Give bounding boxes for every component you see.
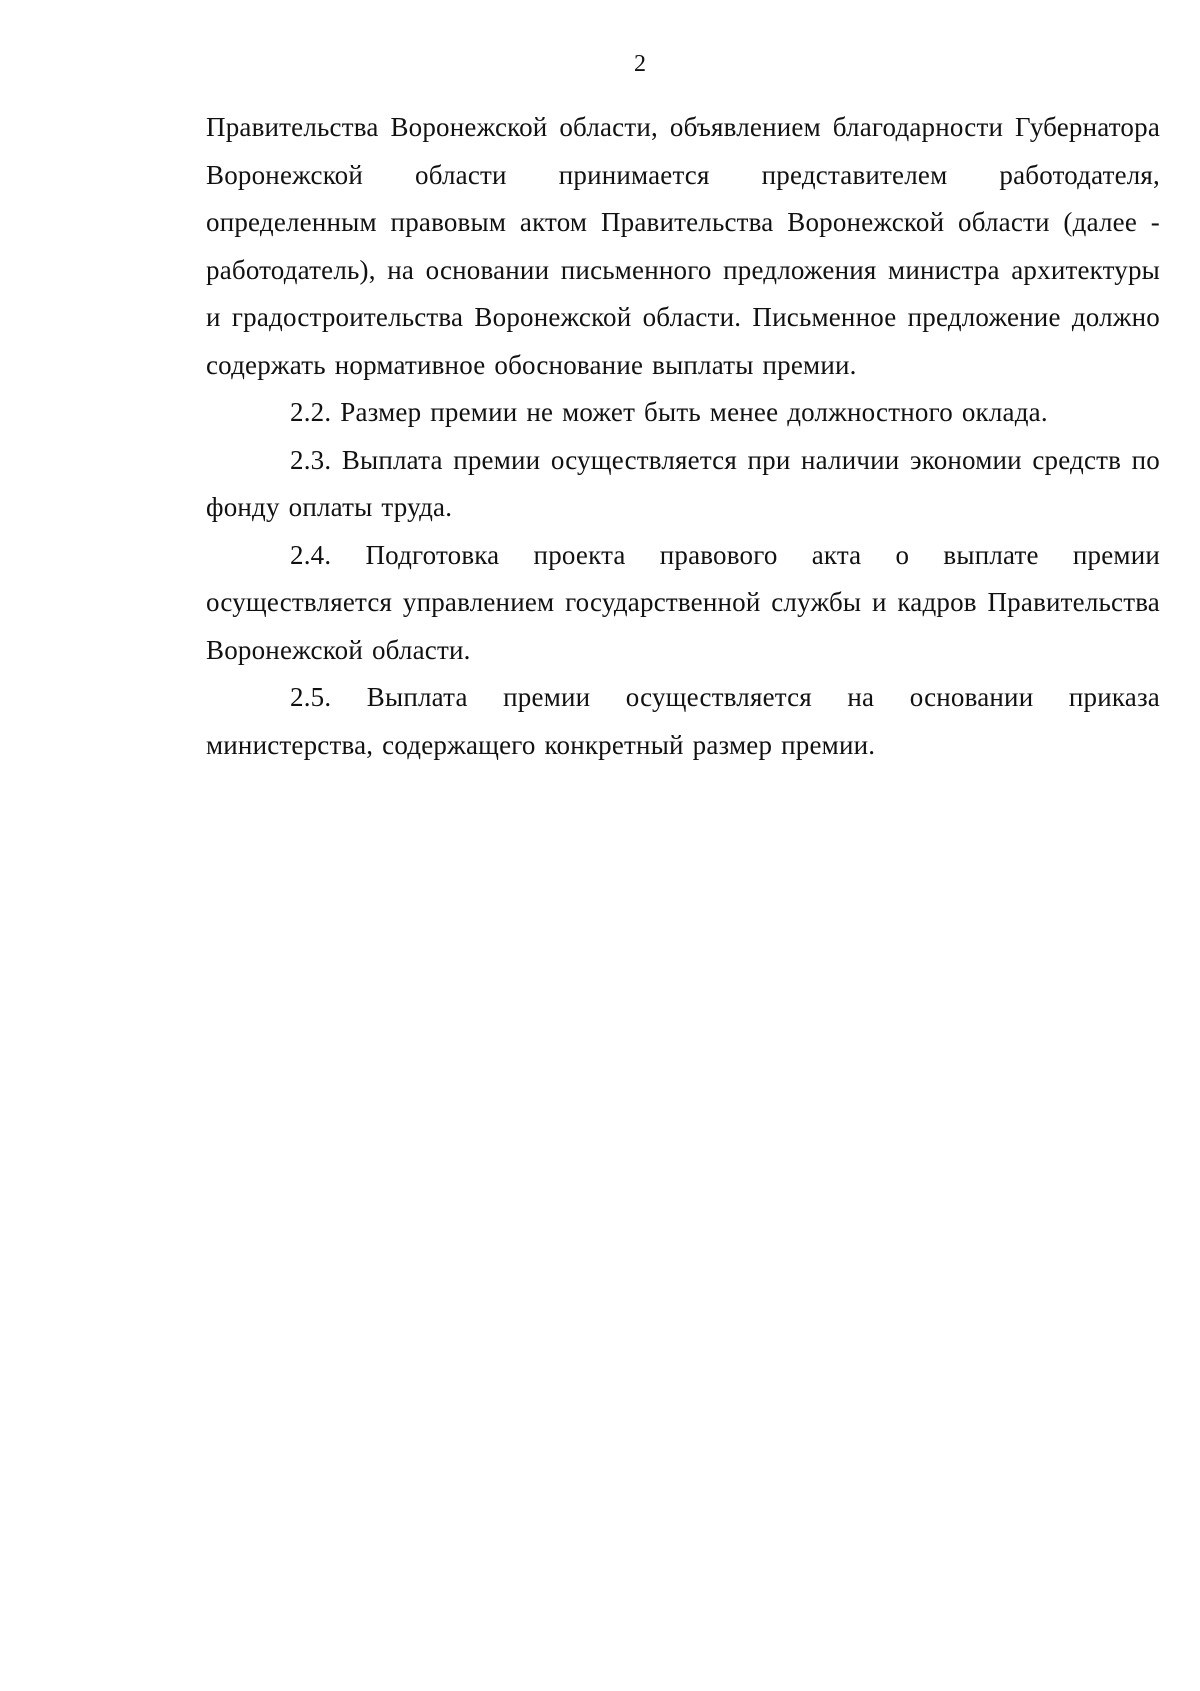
paragraph-2-5: 2.5. Выплата премии осуществляется на основании приказа министерства, содержащего конкретный размер премии.	[206, 682, 1160, 760]
paragraph-2-4: 2.4. Подготовка проекта правового акта о выплате премии осуществляется управлением государственной службы и кадров Правительства Воронежской области.	[206, 539, 1160, 665]
paragraph-continuation: Правительства Воронежской области, объявлением благодарности Губернатора Воронежской области принимается представителем работодателя, определенным правовым актом Правительства Воронежской области (далее - работодатель), на основании письменного предложения министра архитектуры и градостроительства Воронежской области. Письменное предложение должно содержать нормативное обоснование выплаты премии.	[206, 112, 1160, 380]
paragraph-2-2: 2.2. Размер премии не может быть менее должностного оклада.	[290, 397, 1048, 427]
document-body	[206, 104, 1160, 769]
page-number: 2	[634, 51, 646, 77]
paragraph-2-3: 2.3. Выплата премии осуществляется при наличии экономии средств по фонду оплаты труда.	[206, 444, 1160, 522]
